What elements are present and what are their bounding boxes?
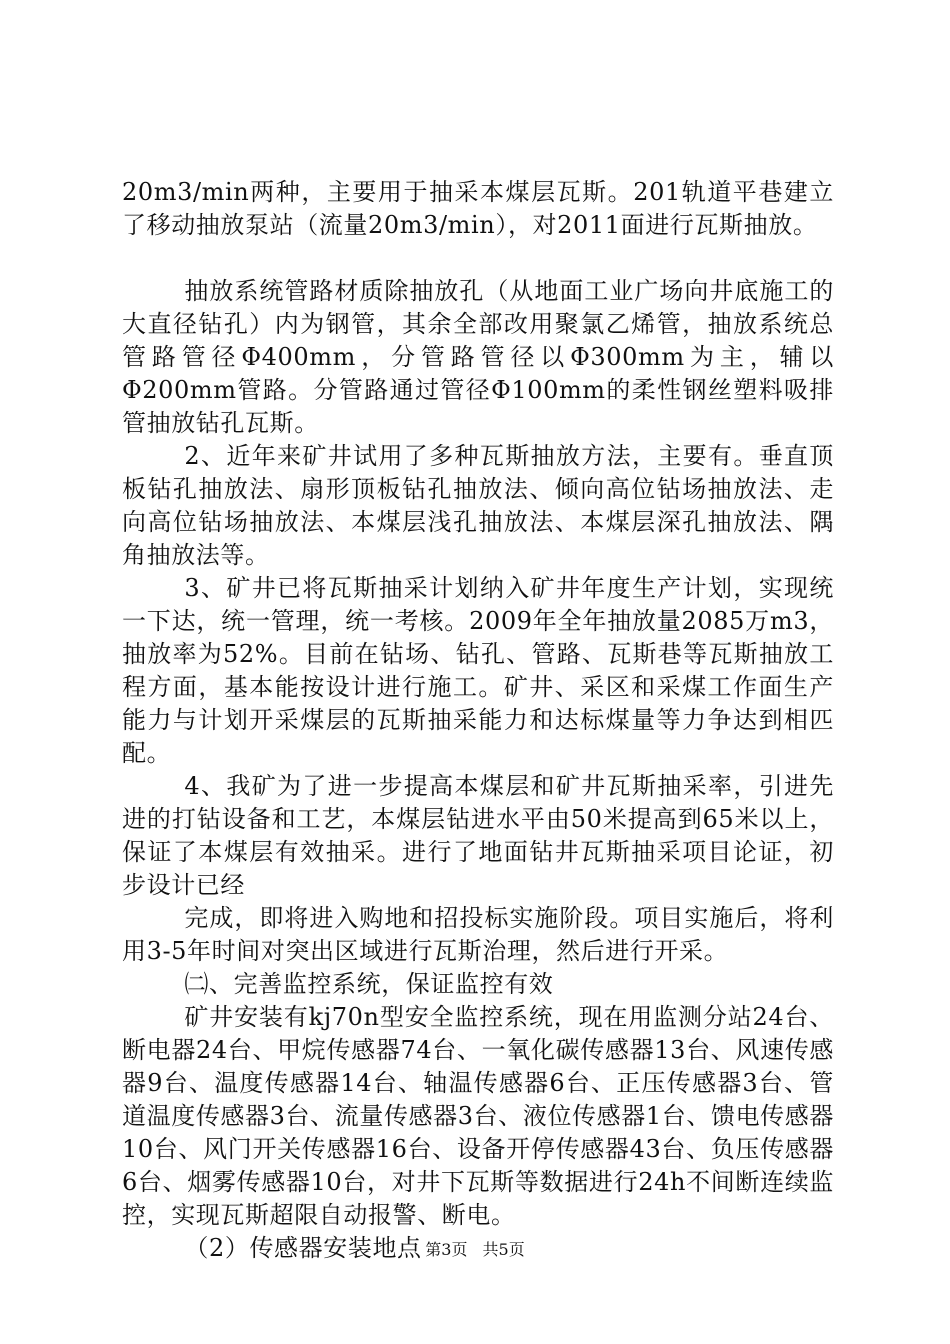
page-total: 共5页 xyxy=(482,1240,525,1259)
paragraph-monitoring-system: 矿井安装有kj70n型安全监控系统，现在用监测分站24台、断电器24台、甲烷传感器74台、一氧化碳传感器13台、风速传感器9台、温度传感器14台、轴温传感器6台、正压传感器3台、管道温度传感器3台、流量传感器3台、液位传感器1台、馈电传感器10台、风门开关传感器16台、设备开停传感器43台、负压传感器6台、烟雾传感器10台，对井下瓦斯等数据进行24h不间断连续监控，实现瓦斯超限自动报警、断电。 xyxy=(122,1003,834,1229)
section-heading-monitoring: ㈡、完善监控系统，保证监控有效 xyxy=(184,970,554,998)
paragraph-extraction-plan: 3、矿井已将瓦斯抽采计划纳入矿井年度生产计划，实现统一下达，统一管理，统一考核。2009年全年抽放量2085万m3，抽放率为52%。目前在钻场、钻孔、管路、瓦斯巷等瓦斯抽放工程方面，基本能按设计进行施工。矿井、采区和采煤工作面生产能力与计划开采煤层的瓦斯抽采能力和达标煤量等力争达到相匹配。 xyxy=(122,574,834,767)
paragraph-drilling-improvement: 4、我矿为了进一步提高本煤层和矿井瓦斯抽采率，引进先进的打钻设备和工艺，本煤层钻进水平由50米提高到65米以上，保证了本煤层有效抽采。进行了地面钻井瓦斯抽采项目论证，初步设计已经 xyxy=(122,772,834,899)
paragraph-pipeline-material: 抽放系统管路材质除抽放孔（从地面工业广场向井底施工的大直径钻孔）内为钢管，其余全部改用聚氯乙烯管，抽放系统总管路管径Φ400mm，分管路管径以Φ300mm为主，辅以Φ200mm管路。分管路通过管径Φ100mm的柔性钢丝塑料吸排管抽放钻孔瓦斯。 xyxy=(122,277,834,437)
page-number: 第3页 xyxy=(425,1240,468,1259)
subheading-sensor-locations: （2）传感器安装地点 xyxy=(184,1234,422,1262)
page-footer xyxy=(0,1240,950,1260)
document-body xyxy=(122,176,834,1265)
paragraph-continuation: 20m3/min两种，主要用于抽采本煤层瓦斯。201轨道平巷建立了移动抽放泵站（流量20m3/min），对2011面进行瓦斯抽放。 xyxy=(122,178,834,239)
paragraph-gap xyxy=(122,242,834,275)
paragraph-extraction-methods: 2、近年来矿井试用了多种瓦斯抽放方法，主要有。垂直顶板钻孔抽放法、扇形顶板钻孔抽放法、倾向高位钻场抽放法、走向高位钻场抽放法、本煤层浅孔抽放法、本煤层深孔抽放法、隅角抽放法等。 xyxy=(122,442,834,569)
paragraph-project-completion: 完成，即将进入购地和招投标实施阶段。项目实施后，将利用3-5年时间对突出区域进行瓦斯治理，然后进行开采。 xyxy=(122,904,834,965)
